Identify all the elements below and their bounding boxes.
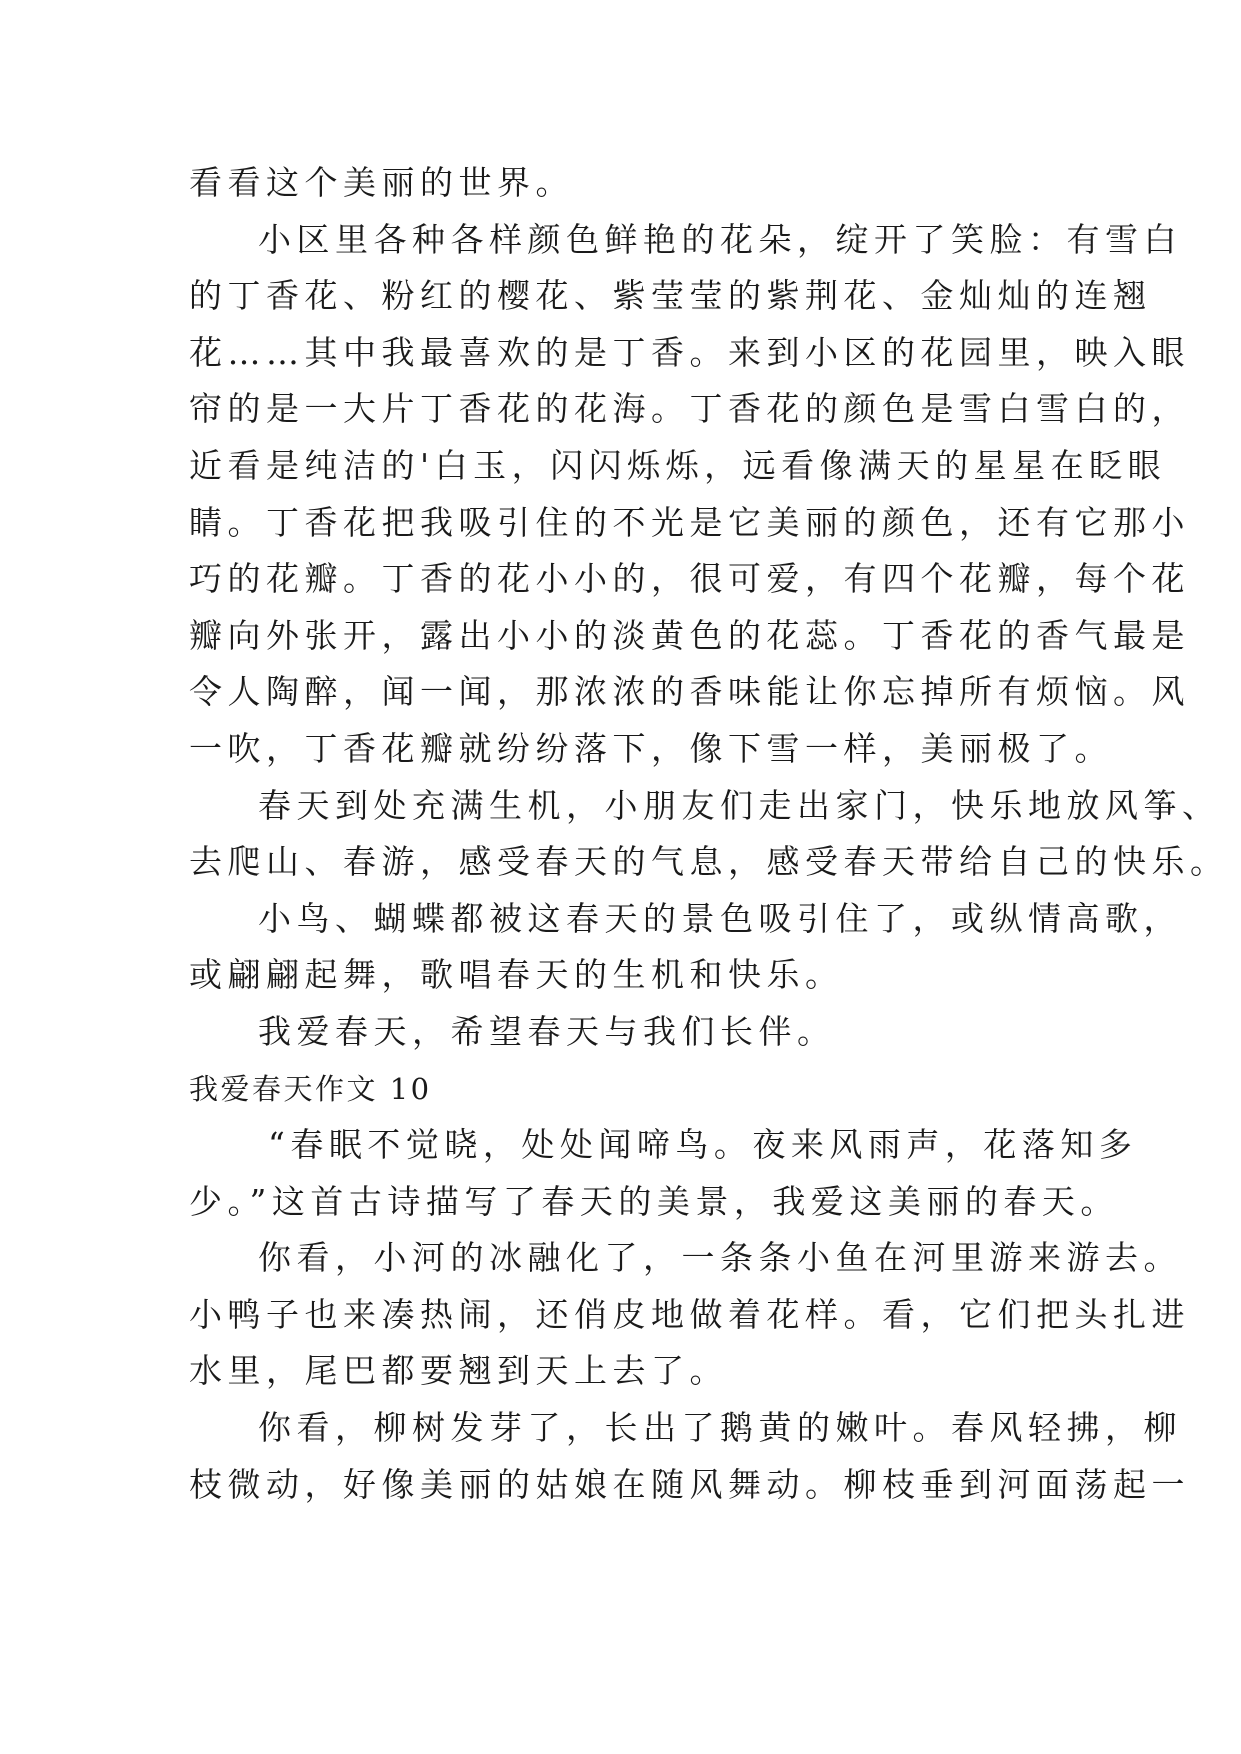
text-line: 看看这个美丽的世界。 <box>189 163 574 202</box>
section-heading: 我爱春天作文 10 <box>189 1071 432 1106</box>
text-line: 睛。丁香花把我吸引住的不光是它美丽的颜色，还有它那小 <box>189 502 1190 542</box>
text-line: 令人陶醉，闻一闻，那浓浓的香味能让你忘掉所有烦恼。风 <box>189 672 1190 712</box>
text-line: 你看，柳树发芽了，长出了鹅黄的嫩叶。春风轻拂，柳 <box>258 1408 1182 1448</box>
text-line: 水里，尾巴都要翘到天上去了。 <box>189 1351 728 1391</box>
text-line: 小鸟、蝴蝶都被这春天的景色吸引住了，或纵情高歌， <box>258 898 1182 938</box>
text-line: 你看，小河的冰融化了，一条条小鱼在河里游来游去。 <box>258 1238 1182 1278</box>
document-page <box>189 155 1229 1513</box>
text-line: 瓣向外张开，露出小小的淡黄色的花蕊。丁香花的香气最是 <box>189 615 1190 655</box>
text-line: 小区里各种各样颜色鲜艳的花朵，绽开了笑脸：有雪白 <box>258 219 1182 259</box>
text-line: 的丁香花、粉红的樱花、紫莹莹的紫荆花、金灿灿的连翘 <box>189 276 1152 316</box>
text-line: 少。”这首古诗描写了春天的美景，我爱这美丽的春天。 <box>189 1181 1119 1221</box>
text-line: 春天到处充满生机，小朋友们走出家门，快乐地放风筝、 <box>258 785 1221 825</box>
text-line: 枝微动，好像美丽的姑娘在随风舞动。柳枝垂到河面荡起一 <box>189 1464 1190 1504</box>
text-line: 近看是纯洁的'白玉，闪闪烁烁，远看像满天的星星在眨眼 <box>189 445 1167 485</box>
text-line: “春眠不觉晓，处处闻啼鸟。夜来风雨声，花落知多 <box>268 1125 1138 1165</box>
text-line: 去爬山、春游，感受春天的气息，感受春天带给自己的快乐。 <box>189 842 1229 882</box>
text-line: 花……其中我最喜欢的是丁香。来到小区的花园里，映入眼 <box>189 332 1190 372</box>
text-line: 巧的花瓣。丁香的花小小的，很可爱，有四个花瓣，每个花 <box>189 559 1190 599</box>
text-line: 一吹，丁香花瓣就纷纷落下，像下雪一样，美丽极了。 <box>189 728 1113 768</box>
text-line: 小鸭子也来凑热闹，还俏皮地做着花样。看，它们把头扎进 <box>189 1294 1190 1334</box>
text-line: 帘的是一大片丁香花的花海。丁香花的颜色是雪白雪白的， <box>189 389 1190 429</box>
text-line: 我爱春天，希望春天与我们长伴。 <box>258 1011 836 1051</box>
text-line: 或翩翩起舞，歌唱春天的生机和快乐。 <box>189 955 844 995</box>
